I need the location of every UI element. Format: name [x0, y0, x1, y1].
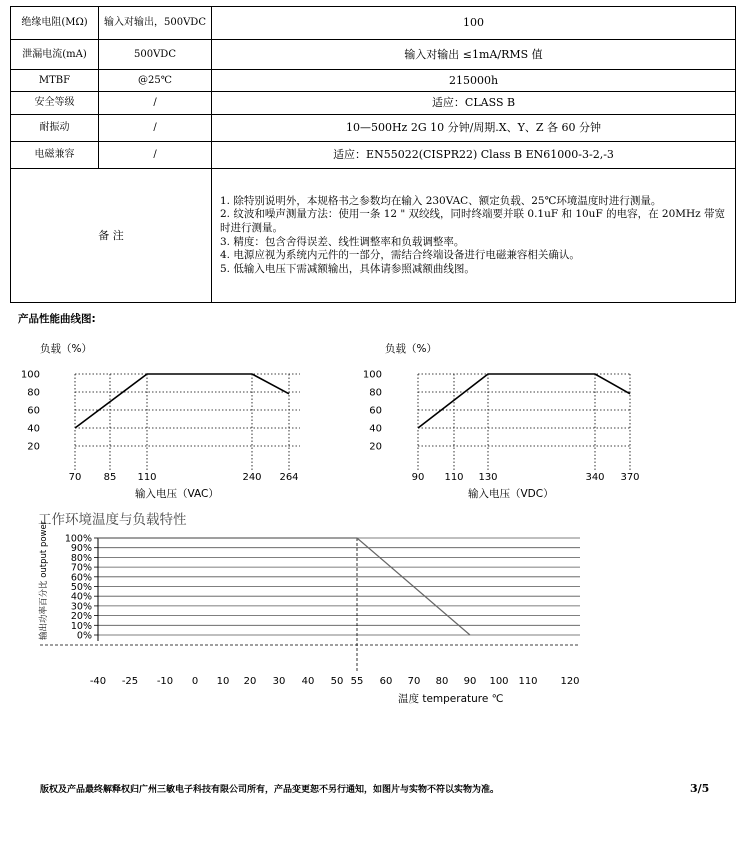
x-axis-label: 输入电压（VDC）: [468, 488, 554, 500]
row-value: 215000h: [212, 70, 736, 92]
x-tick-label: 240: [242, 472, 262, 483]
x-tick-label: 10: [216, 676, 230, 687]
x-tick-label: 110: [444, 472, 464, 483]
x-tick-label: 55: [350, 676, 364, 687]
y-tick-label: 0%: [76, 630, 92, 642]
row-condition: 输入对输出，500VDC: [99, 7, 212, 40]
y-tick-label: 50%: [70, 582, 92, 593]
y-tick-label: 60: [27, 405, 40, 417]
x-tick-label: 370: [620, 472, 640, 483]
y-tick-label: 20%: [70, 611, 92, 623]
remark-label: 备 注: [11, 169, 212, 303]
x-tick-label: 70: [68, 472, 82, 483]
y-tick-label: 70%: [70, 562, 92, 574]
x-tick-label: 90: [411, 472, 425, 483]
x-tick-label: -40: [89, 676, 107, 687]
x-tick-label: 340: [585, 472, 605, 483]
x-tick-label: 40: [301, 676, 315, 687]
x-tick-label: -25: [121, 676, 139, 687]
y-axis-label: 输出功率百分比 output power: [39, 520, 49, 640]
y-tick-label: 80: [27, 387, 40, 399]
row-label: 耐振动: [11, 115, 99, 142]
remark-item: 3. 精度：包含舍得误差、线性调整率和负载调整率。: [220, 235, 465, 248]
y-tick-label: 100: [362, 369, 382, 381]
page-number: 3/5: [690, 782, 710, 795]
x-tick-label: 264: [279, 472, 299, 483]
x-tick-label: 30: [272, 676, 286, 687]
y-tick-label: 100%: [64, 533, 92, 545]
row-condition: 500VDC: [99, 40, 212, 70]
series-line: [75, 374, 289, 428]
x-axis-label: 温度 temperature ℃: [398, 693, 504, 705]
y-axis-label: 负载（%）: [40, 343, 92, 355]
remark-item: 5. 低输入电压下需减额输出，具体请参照减额曲线图。: [220, 262, 475, 275]
y-tick-label: 100: [20, 369, 40, 381]
x-tick-label: 85: [103, 472, 117, 483]
y-tick-label: 60: [369, 405, 382, 417]
row-condition: /: [99, 142, 212, 169]
y-tick-label: 20: [369, 441, 382, 453]
x-tick-label: 110: [518, 676, 538, 687]
remark-item: 1. 除特别说明外，本规格书之参数均在输入 230VAC、额定负载、25℃环境温度时进行测量。: [220, 194, 662, 207]
x-tick-label: 80: [435, 676, 449, 687]
row-label: 泄漏电流(mA): [11, 40, 99, 70]
x-axis-label: 输入电压（VAC）: [135, 488, 219, 500]
x-tick-label: 100: [489, 676, 509, 687]
chart-title: 工作环境温度与负载特性: [38, 512, 187, 528]
x-tick-label: 90: [463, 676, 477, 687]
x-tick-label: 70: [407, 676, 421, 687]
row-value: 适应：EN55022(CISPR22) Class B EN61000-3-2,-3: [212, 142, 736, 169]
y-tick-label: 80: [369, 387, 382, 399]
y-tick-label: 60%: [70, 572, 92, 584]
x-tick-label: -10: [156, 676, 174, 687]
y-axis-label: 负载（%）: [385, 343, 437, 355]
x-tick-label: 120: [560, 676, 580, 687]
y-tick-label: 90%: [70, 543, 92, 555]
remark-item: 2. 纹波和噪声测量方法：使用一条 12 " 双绞线，同时终端要并联 0.1uF 和 10uF 的电容，在 20MHz 带宽时进行测量。: [220, 208, 726, 234]
series-line: [418, 374, 630, 428]
y-tick-label: 40: [369, 423, 382, 435]
remark-item: 4. 电源应视为系统内元件的一部分，需结合终端设备进行电磁兼容相关确认。: [220, 249, 580, 262]
copyright-text: 版权及产品最终解释权归广州三敏电子科技有限公司所有，产品变更恕不另行通知，如图片与实物不符以实物为准。: [40, 785, 500, 795]
y-tick-label: 30%: [70, 601, 92, 613]
y-tick-label: 20: [27, 441, 40, 453]
row-value: 10—500Hz 2G 10 分钟/周期.X、Y、Z 各 60 分钟: [212, 115, 736, 142]
x-tick-label: 20: [243, 676, 257, 687]
section-title: 产品性能曲线图:: [18, 313, 96, 325]
row-condition: /: [99, 92, 212, 115]
row-value: 适应：CLASS B: [212, 92, 736, 115]
x-tick-label: 60: [379, 676, 393, 687]
row-label: 电磁兼容: [11, 142, 99, 169]
row-value: 100: [212, 7, 736, 40]
row-condition: /: [99, 115, 212, 142]
row-condition: @25℃: [99, 70, 212, 92]
row-label: MTBF: [11, 70, 99, 92]
x-tick-label: 110: [137, 472, 157, 483]
y-tick-label: 40: [27, 423, 40, 435]
x-tick-label: 50: [330, 676, 344, 687]
row-label: 安全等级: [11, 92, 99, 115]
y-tick-label: 10%: [70, 620, 92, 632]
x-tick-label: 130: [478, 472, 498, 483]
x-tick-label: 0: [191, 676, 199, 687]
y-tick-label: 80%: [70, 552, 92, 564]
y-tick-label: 40%: [70, 591, 92, 603]
row-label: 绝缘电阻(MΩ): [11, 7, 99, 40]
row-value: 输入对输出 ≤1mA/RMS 值: [212, 40, 736, 70]
